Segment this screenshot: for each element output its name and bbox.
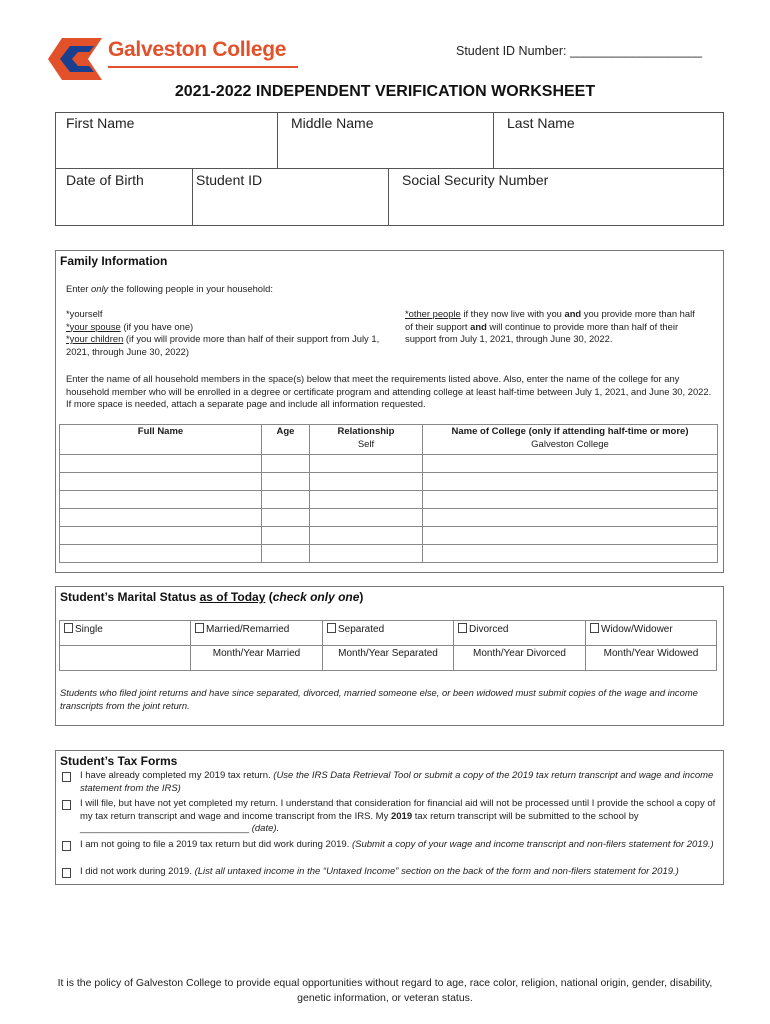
full-name-cell[interactable] [60,508,262,526]
household-intro: Enter only the following people in your household: [66,283,273,294]
college-cell: Galveston College [423,438,718,454]
table-row [60,526,718,544]
age-cell[interactable] [262,544,310,562]
college-cell[interactable] [423,508,718,526]
ssn-field[interactable]: Social Security Number [402,172,549,188]
household-table [59,424,718,563]
marital-status-title: Student’s Marital Status as of Today (check only one) [60,590,364,604]
marital-status-table [59,620,717,671]
relationship-cell[interactable] [310,508,423,526]
age-cell[interactable] [262,438,310,454]
checkbox[interactable] [590,623,599,633]
household-list-left: *yourself *your spouse (if you have one) *your children (if you will provide more than half of their support from July 1, 2021, through June 30, 2022) [66,308,380,357]
middle-name-field[interactable]: Middle Name [291,115,374,131]
student-info-grid [55,112,724,226]
checkbox[interactable] [62,868,71,878]
tax-option-not-filing: I am not going to file a 2019 tax return but did work during 2019. (Submit a copy of your wage and income transcript and non-filers statement for 2019.) [60,839,720,852]
month-year-divorced-field[interactable]: Month/Year Divorced [454,646,586,671]
marital-status-note: Students who filed joint returns and have since separated, divorced, married someone else, or been widowed must submit copies of the wage and income transcripts from the joint return. [60,687,698,711]
age-cell[interactable] [262,490,310,508]
relationship-cell[interactable] [310,454,423,472]
table-row [60,472,718,490]
relationship-cell[interactable] [310,472,423,490]
first-name-field[interactable]: First Name [66,115,135,131]
student-id-number-field[interactable]: Student ID Number: ___________________ [456,44,703,58]
household-instructions: Enter the name of all household members in the space(s) below that meet the requirements listed above. Also, enter the name of the college for any household member who will be enrolled in a degree or certificate program and attending college at least half-time between July 1, 2021, and June 30, 2022. If more space is needed, attach a separate page and include all information requested. [66,373,712,410]
option-divorced[interactable]: Divorced [454,621,586,646]
column-header-relationship: Relationship [310,425,423,439]
checkbox[interactable] [62,772,71,782]
table-row [60,490,718,508]
full-name-cell[interactable] [60,438,262,454]
logo-underline [108,66,298,68]
option-widowed[interactable]: Widow/Widower [586,621,717,646]
option-married[interactable]: Married/Remarried [191,621,323,646]
full-name-cell[interactable] [60,490,262,508]
age-cell[interactable] [262,472,310,490]
submission-date-field[interactable]: ________________________________ [80,823,250,835]
option-single[interactable]: Single [60,621,191,646]
full-name-cell[interactable] [60,544,262,562]
equal-opportunity-policy: It is the policy of Galveston College to provide equal opportunities without regard to age, race color, religion, national origin, gender, disability, genetic information, or veteran status. [57,977,713,1004]
column-header-age: Age [262,425,310,439]
full-name-cell[interactable] [60,526,262,544]
month-year-married-field[interactable]: Month/Year Married [191,646,323,671]
table-row [60,438,718,454]
tax-option-completed: I have already completed my 2019 tax return. (Use the IRS Data Retrieval Tool or submit a copy of the 2019 tax return transcript and wage and income statement from the IRS) [60,770,720,795]
tax-option-will-file: I will file, but have not yet completed my return. I understand that consideration for financial aid will not be processed until I provide the school a copy of my tax return transcript and wage and income transcript from the IRS. My 2019 tax return transcript will be submitted to the school by ________________________________ (date). [60,798,720,836]
single-date-cell [60,646,191,671]
college-cell[interactable] [423,490,718,508]
tax-forms-title: Student’s Tax Forms [60,754,178,768]
logo-text: Galveston College [108,38,287,61]
checkbox[interactable] [62,800,71,810]
student-id-field[interactable]: Student ID [196,172,263,188]
checkbox[interactable] [195,623,204,633]
checkbox[interactable] [62,841,71,851]
checkbox[interactable] [458,623,467,633]
month-year-widowed-field[interactable]: Month/Year Widowed [586,646,717,671]
page-title: 2021-2022 INDEPENDENT VERIFICATION WORKSHEET [174,83,596,100]
household-list-right: *other people if they now live with you and you provide more than half of their support and will continue to provide more than half of their support from July 1, 2021, through June 30, 2022. [405,308,695,345]
checkbox[interactable] [64,623,73,633]
relationship-cell[interactable] [310,544,423,562]
family-information-title: Family Information [60,254,168,268]
age-cell[interactable] [262,454,310,472]
month-year-separated-field[interactable]: Month/Year Separated [323,646,454,671]
column-header-full-name: Full Name [60,425,262,439]
table-row [60,544,718,562]
college-cell[interactable] [423,454,718,472]
tax-option-did-not-work: I did not work during 2019. (List all untaxed income in the “Untaxed Income” section on the back of the form and non-filers statement for 2019.) [60,866,720,879]
relationship-cell[interactable] [310,526,423,544]
date-of-birth-field[interactable]: Date of Birth [66,172,144,188]
age-cell[interactable] [262,526,310,544]
option-separated[interactable]: Separated [323,621,454,646]
full-name-cell[interactable] [60,472,262,490]
age-cell[interactable] [262,508,310,526]
last-name-field[interactable]: Last Name [507,115,575,131]
column-header-college: Name of College (only if attending half-time or more) [423,425,718,439]
college-cell[interactable] [423,544,718,562]
relationship-cell[interactable] [310,490,423,508]
table-row [60,454,718,472]
full-name-cell[interactable] [60,454,262,472]
table-row [60,508,718,526]
college-cell[interactable] [423,526,718,544]
checkbox[interactable] [327,623,336,633]
college-cell[interactable] [423,472,718,490]
relationship-cell: Self [310,438,423,454]
